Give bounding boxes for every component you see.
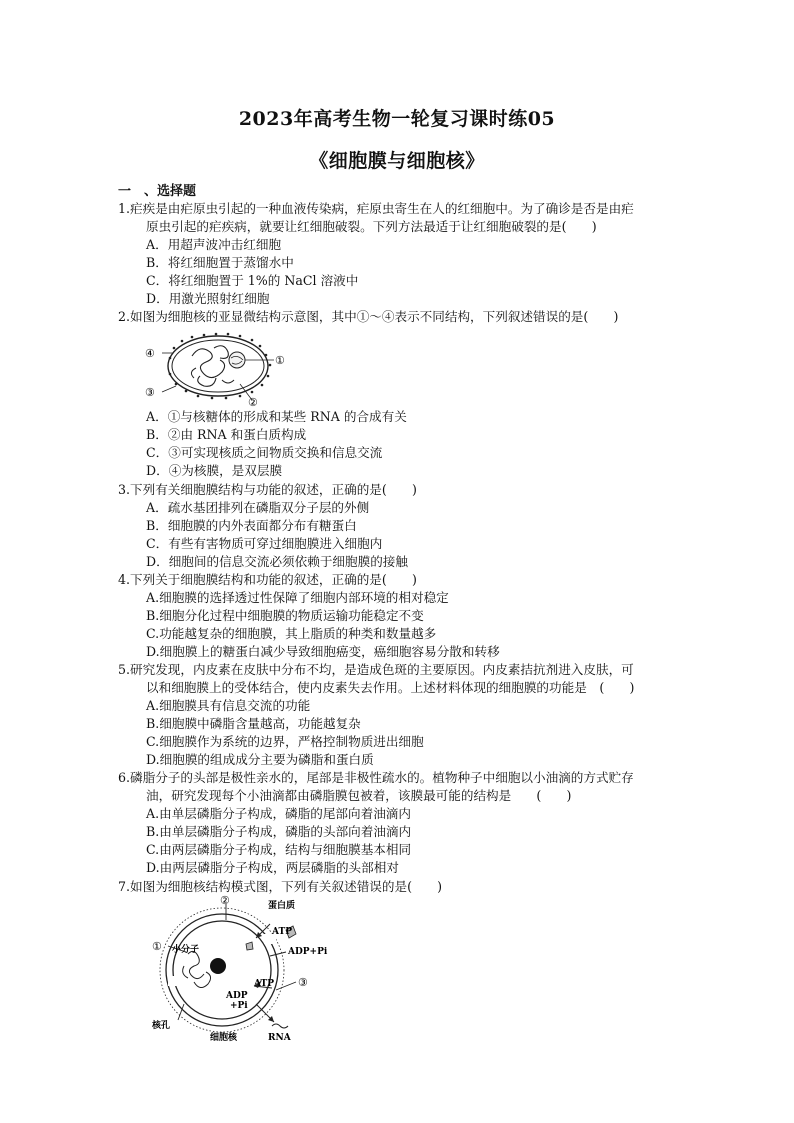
q4-option-c: C.功能越复杂的细胞膜，其上脂质的种类和数量越多 bbox=[146, 626, 437, 641]
fig7-label-adp-pi-1: ADP+Pi bbox=[288, 947, 328, 957]
question-5-line-1: 5.研究发现，内皮素在皮肤中分布不均，是造成色斑的主要原因。内皮素拮抗剂进入皮肤，可 bbox=[118, 662, 634, 677]
fig2-label-1: ① bbox=[275, 354, 285, 367]
question-2-line-1: 2.如图为细胞核的亚显微结构示意图，其中①～④表示不同结构，下列叙述错误的是( ) bbox=[118, 309, 619, 324]
fig7-label-2: ② bbox=[220, 894, 230, 907]
q5-option-c: C.细胞膜作为系统的边界，严格控制物质进出细胞 bbox=[146, 734, 424, 749]
q3-option-b: B．细胞膜的内外表面都分布有糖蛋白 bbox=[146, 518, 357, 533]
q5-option-d: D.细胞膜的组成成分主要为磷脂和蛋白质 bbox=[146, 752, 374, 767]
question-3-line-1: 3.下列有关细胞膜结构与功能的叙述，正确的是( ) bbox=[118, 482, 417, 497]
q4-option-d: D.细胞膜上的糖蛋白减少导致细胞癌变，癌细胞容易分散和转移 bbox=[146, 644, 500, 659]
fig7-label-atp-2: ATP bbox=[254, 979, 274, 989]
question-4-line-1: 4.下列关于细胞膜结构和功能的叙述，正确的是( ) bbox=[118, 572, 417, 587]
nucleus-figure bbox=[140, 328, 300, 408]
question-7-line-1: 7.如图为细胞核结构模式图，下列有关叙述错误的是( ) bbox=[118, 879, 443, 894]
fig7-label-nuclear-pore: 核孔 bbox=[152, 1021, 171, 1031]
question-4 bbox=[118, 571, 698, 589]
q4-option-b: B.细胞分化过程中细胞膜的物质运输功能稳定不变 bbox=[146, 608, 424, 623]
question-5-line-2: 以和细胞膜上的受体结合，使内皮素失去作用。上述材料体现的细胞膜的功能是 ( ) bbox=[146, 680, 635, 695]
q2-option-c: C．③可实现核质之间物质交换和信息交流 bbox=[146, 445, 383, 460]
question-1 bbox=[118, 200, 698, 236]
q2-option-b: B．②由 RNA 和蛋白质构成 bbox=[146, 427, 307, 442]
fig7-label-1: ① bbox=[152, 940, 162, 953]
section-heading: 一 、选择题 bbox=[118, 184, 197, 199]
q6-option-d: D.由两层磷脂分子构成，两层磷脂的头部相对 bbox=[146, 860, 399, 875]
fig7-label-small-molecule: 小分子 bbox=[172, 945, 200, 955]
page-subtitle: 《细胞膜与细胞核》 bbox=[309, 150, 485, 172]
question-2 bbox=[118, 308, 698, 326]
fig7-label-protein: 蛋白质 bbox=[268, 901, 296, 911]
q3-option-a: A．疏水基团排列在磷脂双分子层的外侧 bbox=[146, 500, 370, 515]
q3-option-d: D．细胞间的信息交流必须依赖于细胞膜的接触 bbox=[146, 554, 408, 569]
question-1-line-2: 原虫引起的疟疾病，就要让红细胞破裂。下列方法最适于让红细胞破裂的是( ) bbox=[146, 219, 597, 234]
q5-option-b: B.细胞膜中磷脂含量越高，功能越复杂 bbox=[146, 716, 361, 731]
q1-option-c: C．将红细胞置于 1%的 NaCl 溶液中 bbox=[146, 273, 359, 288]
fig7-label-3: ③ bbox=[298, 976, 308, 989]
fig2-label-2: ② bbox=[248, 396, 258, 408]
q1-option-a: A．用超声波冲击红细胞 bbox=[146, 237, 282, 252]
q1-option-d: D．用激光照射红细胞 bbox=[146, 291, 270, 306]
nucleus-structure-figure bbox=[146, 894, 336, 1044]
question-6-line-2: 油，研究发现每个小油滴都由磷脂膜包被着，该膜最可能的结构是 ( ) bbox=[146, 788, 572, 803]
q2-option-d: D．④为核膜，是双层膜 bbox=[146, 463, 283, 478]
question-3 bbox=[118, 481, 698, 499]
q6-option-c: C.由两层磷脂分子构成，结构与细胞膜基本相同 bbox=[146, 842, 412, 857]
fig7-label-adp-2: ADP bbox=[226, 991, 248, 1001]
fig2-label-4: ④ bbox=[145, 347, 155, 360]
question-5 bbox=[118, 661, 698, 697]
q4-option-a: A.细胞膜的选择透过性保障了细胞内部环境的相对稳定 bbox=[146, 590, 449, 605]
fig7-label-pi-2: +Pi bbox=[230, 1001, 248, 1011]
q5-option-a: A.细胞膜具有信息交流的功能 bbox=[146, 698, 311, 713]
fig7-label-nucleus: 细胞核 bbox=[210, 1033, 238, 1043]
fig2-label-3: ③ bbox=[145, 386, 155, 399]
q1-option-b: B．将红细胞置于蒸馏水中 bbox=[146, 255, 294, 270]
q3-option-c: C．有些有害物质可穿过细胞膜进入细胞内 bbox=[146, 536, 383, 551]
page-title: 2023年高考生物一轮复习课时练05 bbox=[238, 108, 556, 130]
q2-option-a: A．①与核糖体的形成和某些 RNA 的合成有关 bbox=[146, 409, 407, 424]
fig7-label-rna: RNA bbox=[268, 1033, 291, 1043]
question-6-line-1: 6.磷脂分子的头部是极性亲水的，尾部是非极性疏水的。植物种子中细胞以小油滴的方式贮存 bbox=[118, 770, 634, 785]
fig7-label-atp-1: ATP bbox=[272, 927, 292, 937]
q6-option-a: A.由单层磷脂分子构成，磷脂的尾部向着油滴内 bbox=[146, 806, 411, 821]
question-6 bbox=[118, 769, 698, 805]
question-1-line-1: 1.疟疾是由疟原虫引起的一种血液传染病，疟原虫寄生在人的红细胞中。为了确诊是否是由疟 bbox=[118, 201, 634, 216]
q6-option-b: B.由单层磷脂分子构成，磷脂的头部向着油滴内 bbox=[146, 824, 412, 839]
